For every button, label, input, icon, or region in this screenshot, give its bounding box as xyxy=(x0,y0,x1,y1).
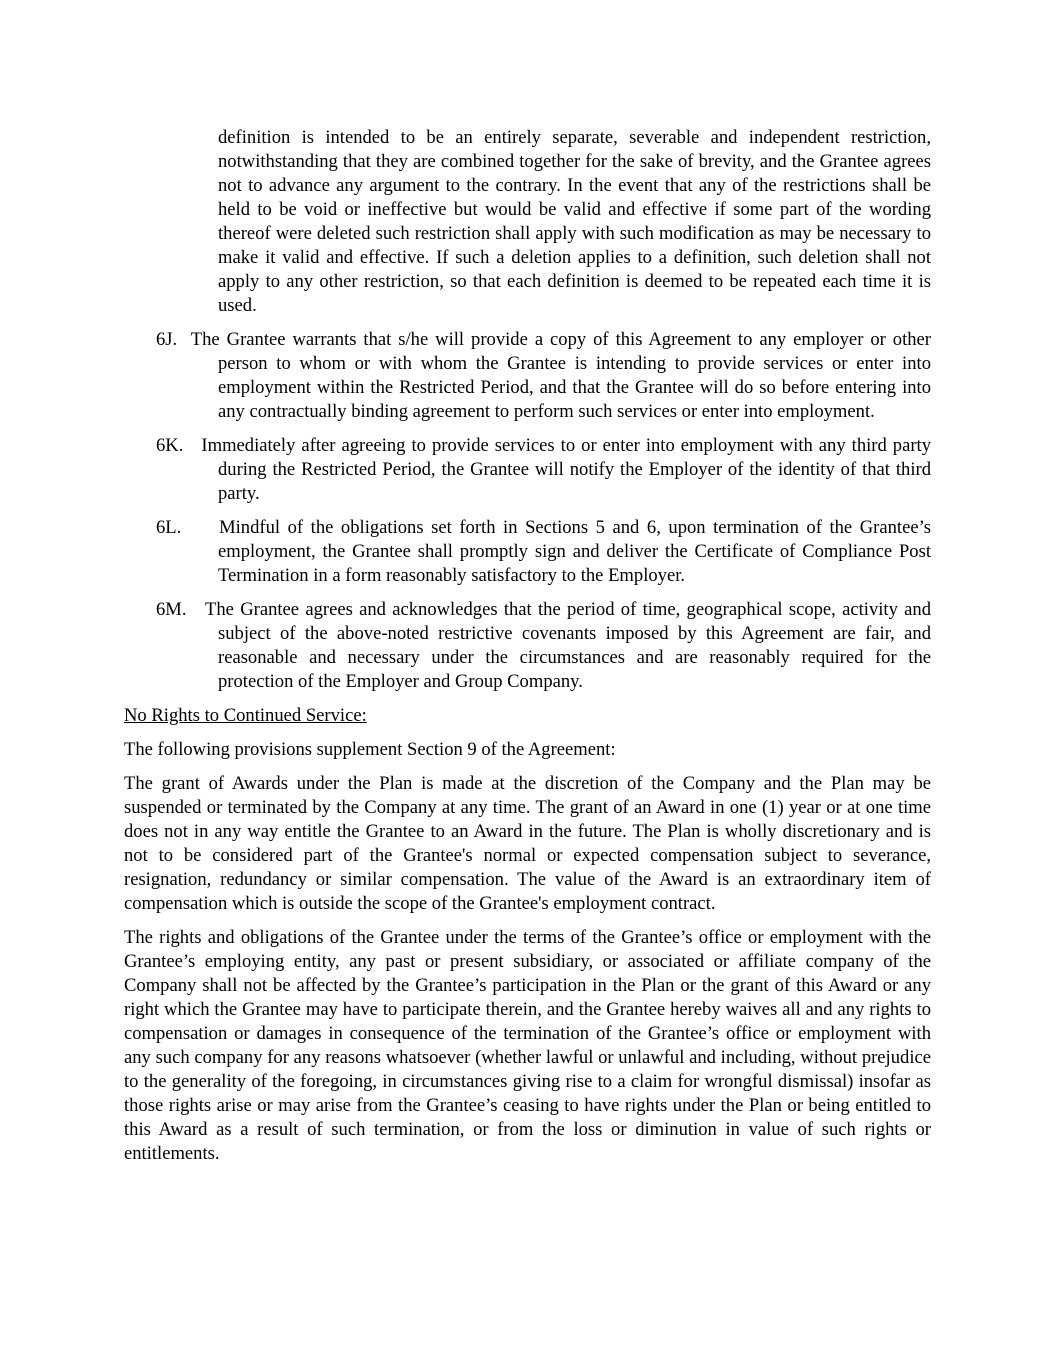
section-intro: The following provisions supplement Section 9 of the Agreement: xyxy=(124,739,616,760)
clause-text: The Grantee agrees and acknowledges that the period of time, geographical scope, activity and subject of the above-noted restrictive covenants imposed by this Agreement are fair, and reasonable and necessary under the circumstances and are reasonably required for the protection of the Employer and Group Company. xyxy=(205,599,932,692)
section-paragraph: The grant of Awards under the Plan is made at the discretion of the Company and the Plan may be suspended or terminated by the Company at any time. The grant of an Award in one (1) year or at one time does not in any way entitle the Grantee to an Award in the future. The Plan is wholly discretionary and is not to be considered part of the Grantee's normal or expected compensation subject to severance, resignation, redundancy or similar compensation. The value of the Award is an extraordinary item of compensation which is outside the scope of the Grantee's employment contract. xyxy=(124,773,931,914)
clause-text: Immediately after agreeing to provide services to or enter into employment with any third party during the Restricted Period, the Grantee will notify the Employer of the identity of that third party. xyxy=(201,435,931,504)
clause-6m xyxy=(124,598,931,694)
clause-6k xyxy=(124,434,931,506)
clause-label: 6M. xyxy=(156,599,187,620)
document-body xyxy=(124,126,931,1176)
section-paragraph: The rights and obligations of the Grantee under the terms of the Grantee’s office or employment with the Grantee’s employing entity, any past or present subsidiary, or associated or affiliate company of the Company shall not be affected by the Grantee’s participation in the Plan or the grant of this Award or any right which the Grantee may have to participate therein, and the Grantee hereby waives all and any rights to compensation or damages in consequence of the termination of the Grantee’s office or employment with any such company for any reasons whatsoever (whether lawful or unlawful and including, without prejudice to the generality of the foregoing, in circumstances giving rise to a claim for wrongful dismissal) insofar as those rights arise or may arise from the Grantee’s ceasing to have rights under the Plan or being entitled to this Award as a result of such termination, or from the loss or diminution in value of such rights or entitlements. xyxy=(124,927,931,1164)
clause-6j xyxy=(124,328,931,424)
section-heading: No Rights to Continued Service: xyxy=(124,705,367,726)
clause-label: 6L. xyxy=(156,517,182,538)
clause-label: 6J. xyxy=(156,329,178,350)
clause-label: 6K. xyxy=(156,435,184,456)
clause-text: Mindful of the obligations set forth in Sections 5 and 6, upon termination of the Grantee’s employment, the Grantee shall promptly sign and deliver the Certificate of Compliance Post Termination in a form reasonably satisfactory to the Employer. xyxy=(218,517,931,586)
continuation-paragraph: definition is intended to be an entirely separate, severable and independent restriction, notwithstanding that they are combined together for the sake of brevity, and the Grantee agrees not to advance any argument to the contrary. In the event that any of the restrictions shall be held to be void or ineffective but would be valid and effective if some part of the wording thereof were deleted such restriction shall apply with such modification as may be necessary to make it valid and effective. If such a deletion applies to a definition, such deletion shall not apply to any other restriction, so that each definition is deemed to be repeated each time it is used. xyxy=(218,127,931,316)
clause-6l xyxy=(124,516,931,588)
clause-text: The Grantee warrants that s/he will provide a copy of this Agreement to any employer or other person to whom or with whom the Grantee is intending to provide services or enter into employment within the Restricted Period, and that the Grantee will do so before entering into any contractually binding agreement to perform such services or enter into employment. xyxy=(190,329,931,422)
